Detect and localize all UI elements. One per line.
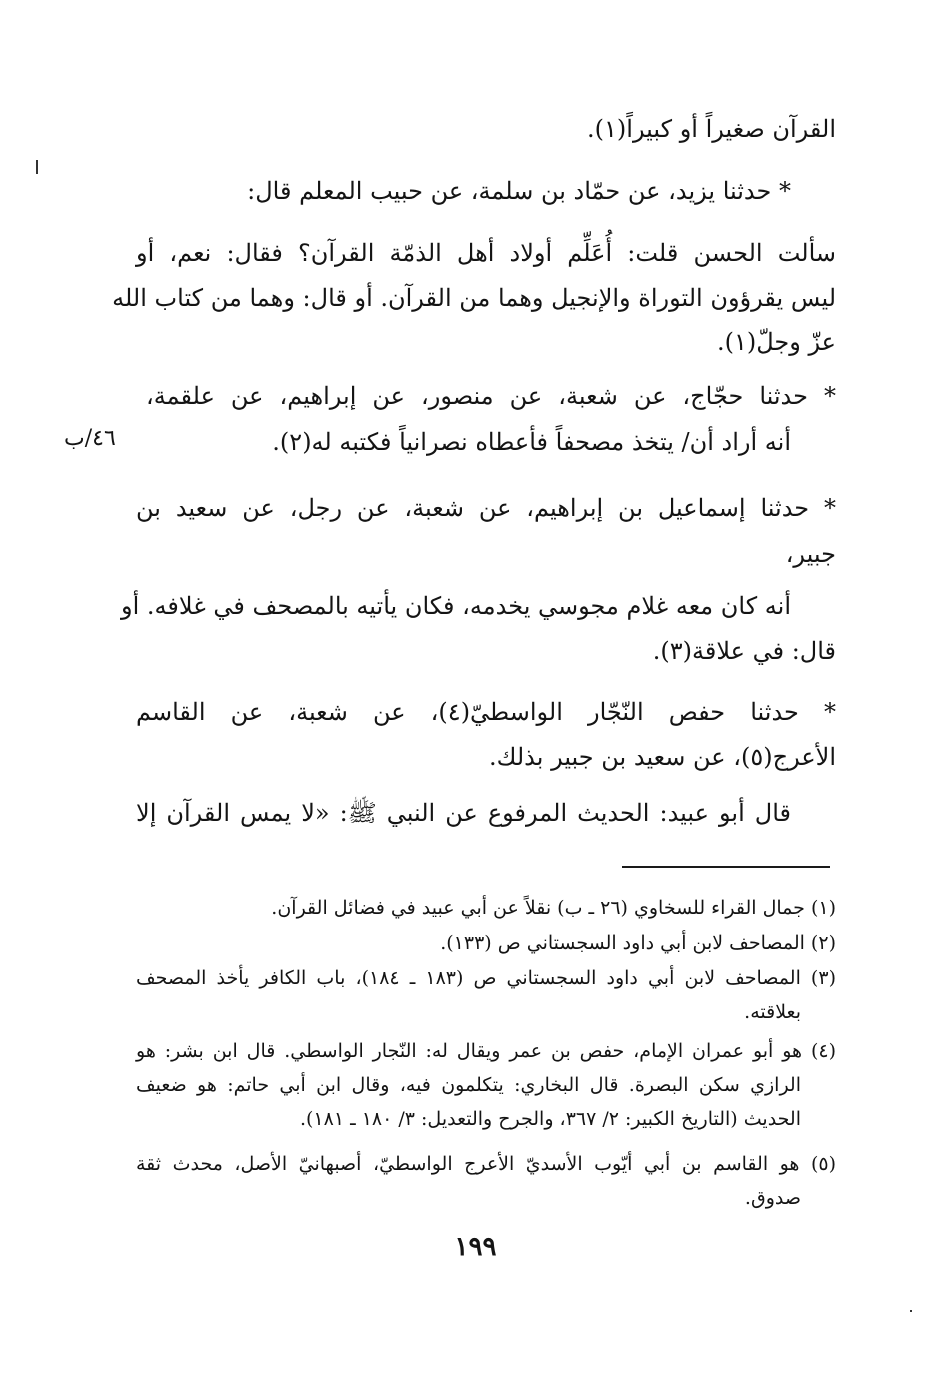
text-line: قال أبو عبيد: الحديث المرفوع عن النبي ﷺ: «لا يمس القرآن إلا (136, 799, 791, 827)
footnote: (٢) المصاحف لابن أبي داود السجستاني ص (١٣٣). (440, 932, 836, 954)
hadith-chain-line: * حدثنا يزيد، عن حمّاد بن سلمة، عن حبيب المعلم قال: (247, 177, 791, 205)
text-line: أنه كان معه غلام مجوسي يخدمه، فكان يأتيه بالمصحف في غلافه. أو (121, 592, 791, 620)
text-line: القرآن صغيراً أو كبيراً(١). (587, 115, 836, 143)
footnote: (١) جمال القراء للسخاوي (٢٦ ـ ب) نقلاً عن أبي عبيد في فضائل القرآن. (271, 897, 836, 919)
footnote-continuation: صدوق. (744, 1187, 801, 1209)
text-line: ليس يقرؤون التوراة والإنجيل وهما من القرآن. أو قال: وهما من كتاب الله (112, 284, 836, 312)
footnote: (٣) المصاحف لابن أبي داود السجستاني ص (١٨٣ ـ ١٨٤)، باب الكافر يأخذ المصحف (136, 967, 836, 989)
footnote-continuation: بعلاقته. (744, 1001, 801, 1023)
scan-speck (910, 1310, 912, 1312)
text-line: عزّ وجلّ(١). (716, 328, 836, 356)
hadith-chain-line: * حدثنا إسماعيل بن إبراهيم، عن شعبة، عن رجل، عن سعيد بن (136, 494, 836, 522)
footnote-continuation: الرازي سكن البصرة. قال البخاري: يتكلمون فيه، وقال ابن أبي حاتم: هو ضعيف (136, 1074, 801, 1096)
text-line: أنه أراد أن/ يتخذ مصحفاً فأعطاه نصرانياً فكتبه له(٢). (272, 428, 791, 456)
text-line: سألت الحسن قلت: أُعَلِّم أولاد أهل الذمّة القرآن؟ فقال: نعم، أو (136, 239, 836, 267)
footnote-continuation: الحديث (التاريخ الكبير: ٢/ ٣٦٧، والجرح والتعديل: ٣/ ١٨٠ ـ ١٨١). (299, 1108, 801, 1130)
scan-speck (36, 160, 38, 174)
margin-folio-reference: ٤٦/ب (64, 426, 116, 451)
text-line: جبير، (785, 540, 836, 568)
footnote: (٤) هو أبو عمران الإمام، حفص بن عمر ويقال له: النّجار الواسطي. قال ابن بشر: هو (136, 1040, 836, 1062)
text-line: الأعرج(٥)، عن سعيد بن جبير بذلك. (489, 743, 836, 771)
hadith-chain-line: * حدثنا حفص النّجّار الواسطيّ(٤)، عن شعبة، عن القاسم (136, 698, 836, 726)
page-number: ١٩٩ (454, 1232, 497, 1262)
footnote-separator (622, 866, 830, 868)
hadith-chain-line: * حدثنا حجّاج، عن شعبة، عن منصور، عن إبراهيم، عن علقمة، (146, 382, 836, 410)
text-line: قال: في علاقة(٣). (652, 637, 836, 665)
footnote: (٥) هو القاسم بن أبي أيّوب الأسديّ الأعرج الواسطيّ، أصبهانيّ الأصل، محدث ثقة (136, 1153, 836, 1175)
